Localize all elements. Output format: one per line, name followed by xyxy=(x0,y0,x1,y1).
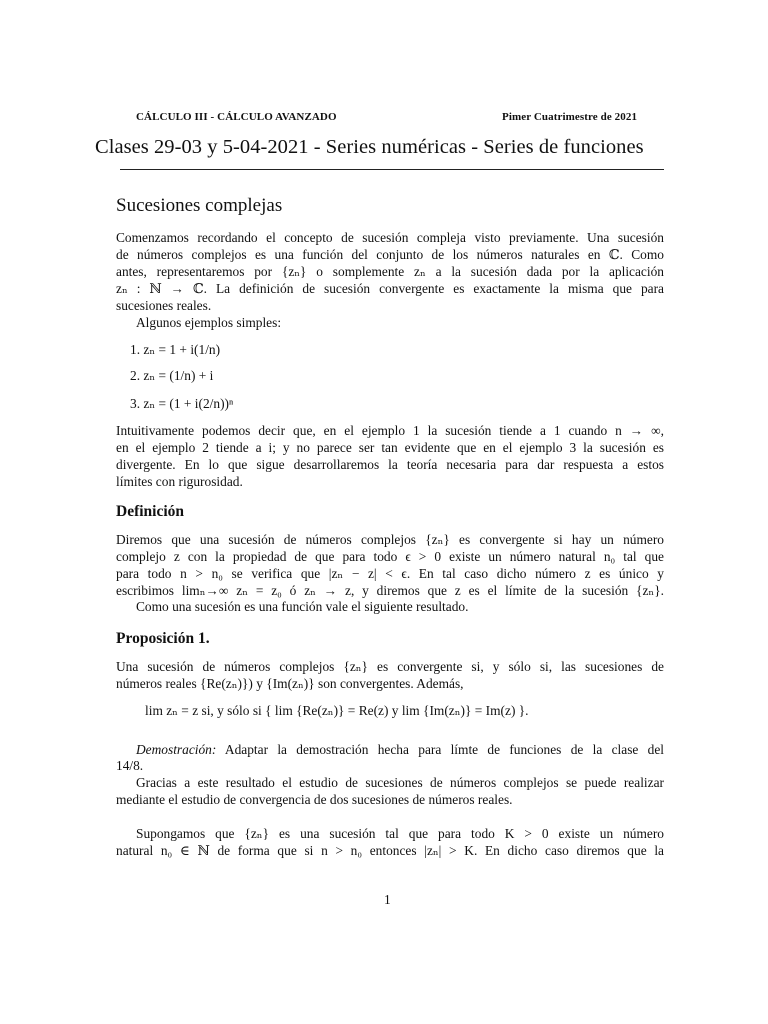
proposition-line: Una sucesión de números complejos {zₙ} es convergente si, y sólo si, las sucesiones de xyxy=(116,659,664,674)
example-item-2: 2. zₙ = (1/n) + i xyxy=(130,368,214,383)
proof-line: 14/8. xyxy=(116,758,144,773)
paragraph-line: Gracias a este resultado el estudio de sucesiones de números complejos se puede realizar xyxy=(136,775,664,790)
paragraph-line: Algunos ejemplos simples: xyxy=(136,315,282,330)
paragraph-line: Supongamos que {zₙ} es una sucesión tal que para todo K > 0 existe un número xyxy=(136,826,664,841)
paragraph-line: sucesiones reales. xyxy=(116,298,212,313)
definition-after: Como una sucesión es una función vale el siguiente resultado. xyxy=(136,599,469,614)
paragraph-line: Comenzamos recordando el concepto de sucesión compleja visto previamente. Una sucesión xyxy=(116,230,664,245)
definition-line: para todo n > n₀ se verifica que |zₙ − z| < ϵ. En tal caso dicho número z es único y xyxy=(116,566,664,581)
definition-line: escribimos limₙ→∞ zₙ = z₀ ó zₙ → z, y diremos que z es el límite de la sucesión {zₙ}. xyxy=(116,583,664,598)
proposition-line: números reales {Re(zₙ)}) y {Im(zₙ)} son convergentes. Además, xyxy=(116,676,464,691)
paragraph-line: natural n₀ ∈ ℕ de forma que si n > n₀ entonces |zₙ| > K. En dicho caso diremos que la xyxy=(116,843,664,858)
paragraph-line: zₙ : ℕ → ℂ. La definición de sucesión convergente es exactamente la misma que para xyxy=(116,281,664,296)
running-header-right: Pimer Cuatrimestre de 2021 xyxy=(502,111,638,123)
title-rule xyxy=(120,169,664,170)
definition-heading: Definición xyxy=(116,503,185,520)
proof-label: Demostración: xyxy=(136,742,217,757)
paragraph-line: límites con rigurosidad. xyxy=(116,474,243,489)
definition-line: Diremos que una sucesión de números complejos {zₙ} es convergente si hay un número xyxy=(116,532,664,547)
display-equation: lim zₙ = z si, y sólo si { lim {Re(zₙ)} = Re(z) y lim {Im(zₙ)} = Im(z) }. xyxy=(145,703,529,718)
paragraph-line: de números complejos es una función del conjunto de los números naturales en ℂ. Como xyxy=(116,247,664,262)
paragraph-line: divergente. En lo que sigue desarrollaremos la teoría necesaria para dar respuesta a estos xyxy=(116,457,664,472)
document-title: Clases 29-03 y 5-04-2021 - Series numéricas - Series de funciones xyxy=(95,136,644,158)
proof-text: Adaptar la demostración hecha para límte de funciones de la clase del xyxy=(224,742,665,757)
paragraph-line: en el ejemplo 2 tiende a i; y no parece ser tan evidente que en el ejemplo 3 la sucesión es xyxy=(116,440,664,455)
proof-line xyxy=(136,741,664,758)
definition-line: complejo z con la propiedad de que para todo ϵ > 0 existe un número natural n₀ tal que xyxy=(116,549,664,564)
paragraph-line: antes, representaremos por {zₙ} o somplemente zₙ a la sucesión dada por la aplicación xyxy=(116,264,664,279)
page-number: 1 xyxy=(384,892,391,907)
paragraph-line: Intuitivamente podemos decir que, en el ejemplo 1 la sucesión tiende a 1 cuando n → ∞, xyxy=(116,423,664,438)
proposition-heading: Proposición 1. xyxy=(116,630,210,647)
example-item-1: 1. zₙ = 1 + i(1/n) xyxy=(130,342,221,357)
example-item-3: 3. zₙ = (1 + i(2/n))ⁿ xyxy=(130,396,234,411)
section-heading-sucesiones: Sucesiones complejas xyxy=(116,195,283,216)
running-header-left: CÁLCULO III - CÁLCULO AVANZADO xyxy=(136,111,337,123)
paragraph-line: mediante el estudio de convergencia de dos sucesiones de números reales. xyxy=(116,792,513,807)
